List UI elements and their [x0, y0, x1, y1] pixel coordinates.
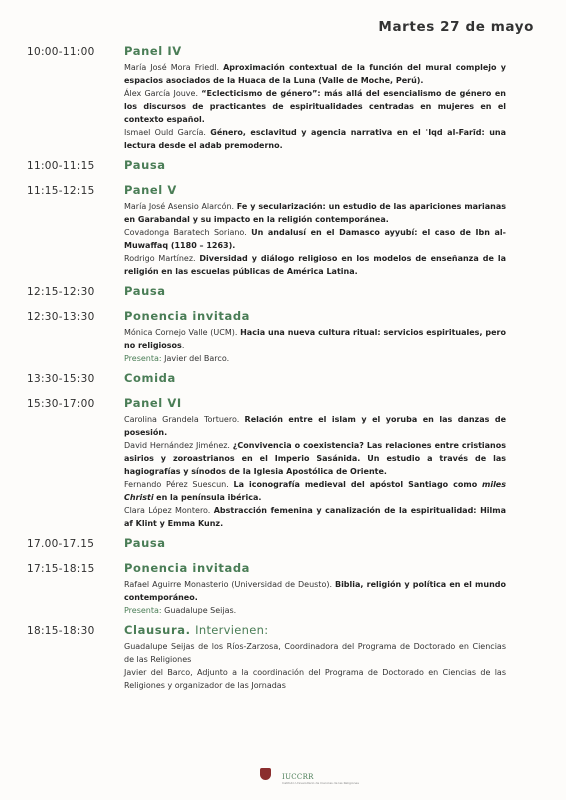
- talk-author: Álex García Jouve.: [124, 89, 198, 98]
- talk-item: [124, 504, 506, 530]
- institute-logo-subtitle: Instituto Universitario de Ciencias de las Religiones: [282, 781, 359, 785]
- talk-author: Fernando Pérez Suescun.: [124, 480, 229, 489]
- schedule-block: [27, 284, 506, 301]
- schedule-block: [27, 536, 506, 553]
- presenter-line: [124, 604, 506, 617]
- presenter-line: [124, 352, 506, 365]
- schedule-block: [27, 158, 506, 175]
- schedule-block: [27, 371, 506, 388]
- talk-author: Rafael Aguirre Monasterio (Universidad de Deusto).: [124, 580, 333, 589]
- talk-title-tail: .: [181, 341, 185, 350]
- talk-title: Hacia una nueva cultura ritual: servicios espirituales, pero no religiosos: [124, 328, 507, 350]
- block-content: [124, 371, 506, 388]
- time-slot: 11:15-12:15: [27, 185, 95, 197]
- talk-author: David Hernández Jiménez.: [124, 441, 230, 450]
- time-slot: 12:15-12:30: [27, 286, 95, 298]
- schedule-block: [27, 561, 506, 617]
- talk-item: [124, 61, 506, 87]
- talk-title: “Eclecticismo de género”: más allá del esencialismo de género en los discursos de practicantes de espiritualidades centradas en mujeres en el contexto español.: [124, 89, 506, 124]
- presenta-label: Presenta:: [124, 606, 162, 615]
- block-content: [124, 309, 506, 365]
- time-slot: 13:30-15:30: [27, 373, 95, 385]
- page-date: Martes 27 de mayo: [378, 19, 534, 35]
- university-logo: [254, 768, 276, 790]
- talk-author: María José Mora Friedl.: [124, 63, 220, 72]
- heading-main: Clausura.: [124, 623, 191, 637]
- institute-logo: [282, 773, 359, 785]
- talk-item: [124, 478, 506, 504]
- institute-logo-mark: IUCCRR: [282, 773, 314, 781]
- schedule-block: [27, 44, 506, 152]
- block-heading: Pausa: [124, 284, 166, 298]
- talk-author: María José Asensio Alarcón.: [124, 202, 235, 211]
- time-slot: 10:00-11:00: [27, 46, 95, 58]
- talk-item: [124, 578, 506, 604]
- time-slot: 17.00-17.15: [27, 538, 95, 550]
- talk-author: Clara López Montero.: [124, 506, 211, 515]
- time-slot: 17:15-18:15: [27, 563, 95, 575]
- talk-title: Relación entre el islam y el yoruba en las danzas de posesión.: [124, 415, 507, 437]
- talk-author: Rodrigo Martínez.: [124, 254, 196, 263]
- talk-author: Mónica Cornejo Valle (UCM).: [124, 328, 238, 337]
- block-content: [124, 623, 506, 692]
- heading-rest: Intervienen:: [195, 623, 269, 637]
- talk-item: [124, 226, 506, 252]
- block-heading: Panel V: [124, 183, 177, 197]
- talk-author: Ismael Ould García.: [124, 128, 206, 137]
- talk-author: Covadonga Baratech Soriano.: [124, 228, 247, 237]
- talk-item: [124, 200, 506, 226]
- block-content: [124, 396, 506, 530]
- talk-author: Carolina Grandela Tortuero.: [124, 415, 240, 424]
- talk-item: [124, 252, 506, 278]
- block-heading: Comida: [124, 371, 176, 385]
- talk-title: Biblia, religión y política en el mundo contemporáneo.: [124, 580, 506, 602]
- speaker-item: Guadalupe Seijas de los Ríos-Zarzosa, Coordinadora del Programa de Doctorado en Ciencias de las Religiones: [124, 642, 506, 664]
- block-content: [124, 158, 506, 175]
- footer-logos: [254, 768, 359, 790]
- block-heading: Pausa: [124, 158, 166, 172]
- block-content: [124, 536, 506, 553]
- talk-title: La iconografía medieval del apóstol Santiago como: [233, 480, 478, 489]
- talk-title: ¿Convivencia o coexistencia? Las relaciones entre cristianos asirios y zoroastrianos en el Imperio Sasánida. Un estudio a través de las hagiografías y sínodos de la Iglesia Apostólica de Oriente.: [124, 441, 506, 476]
- talk-item: [124, 126, 506, 152]
- talk-item: [124, 413, 506, 439]
- time-slot: 12:30-13:30: [27, 311, 95, 323]
- talk-title: Abstracción femenina y canalización de la espiritualidad: Hilma af Klint y Emma Kunz.: [124, 506, 507, 528]
- block-content: [124, 561, 506, 617]
- block-heading: Ponencia invitada: [124, 561, 251, 575]
- talk-item: [124, 326, 506, 352]
- schedule: [27, 44, 506, 692]
- talk-title-italic: miles Christi: [124, 480, 506, 502]
- block-heading: Pausa: [124, 536, 166, 550]
- talk-title-after: en la península ibérica.: [156, 493, 262, 502]
- block-heading: Ponencia invitada: [124, 309, 251, 323]
- block-heading: [124, 623, 506, 637]
- schedule-block: [27, 183, 506, 278]
- talk-title: Un andalusí en el Damasco ayyubí: el caso de Ibn al-Muwaffaq (1180 – 1263).: [124, 228, 506, 250]
- time-slot: 11:00-11:15: [27, 160, 95, 172]
- presenter-name: Guadalupe Seijas.: [164, 606, 237, 615]
- time-slot: 15:30-17:00: [27, 398, 95, 410]
- time-slot: 18:15-18:30: [27, 625, 95, 637]
- talk-item: [124, 439, 506, 478]
- presenter-name: Javier del Barco.: [164, 354, 230, 363]
- block-heading: Panel VI: [124, 396, 182, 410]
- block-heading: Panel IV: [124, 44, 182, 58]
- block-content: [124, 183, 506, 278]
- talk-title: Diversidad y diálogo religioso en los modelos de enseñanza de la religión en las escuelas públicas de América Latina.: [124, 254, 507, 276]
- talk-item: [124, 87, 506, 126]
- block-content: [124, 284, 506, 301]
- talk-title: Género, esclavitud y agencia narrativa en el ʿIqd al-Farīd: una lectura desde el adab premoderno.: [124, 128, 506, 150]
- block-content: [124, 44, 506, 152]
- talk-title: Fe y secularización: un estudio de las apariciones marianas en Garabandal y su impacto en la religión contemporánea.: [124, 202, 506, 224]
- schedule-block: [27, 309, 506, 365]
- talk-title: Aproximación contextual de la función del mural complejo y espacios asociados de la Huaca de la Luna (Valle de Moche, Perú).: [124, 63, 506, 85]
- speaker-item: Javier del Barco, Adjunto a la coordinación del Programa de Doctorado en Ciencias de las Religiones y organizador de las Jornadas: [124, 668, 506, 690]
- university-crest-icon: [260, 768, 271, 780]
- schedule-block: [27, 396, 506, 530]
- schedule-block: [27, 623, 506, 692]
- presenta-label: Presenta:: [124, 354, 162, 363]
